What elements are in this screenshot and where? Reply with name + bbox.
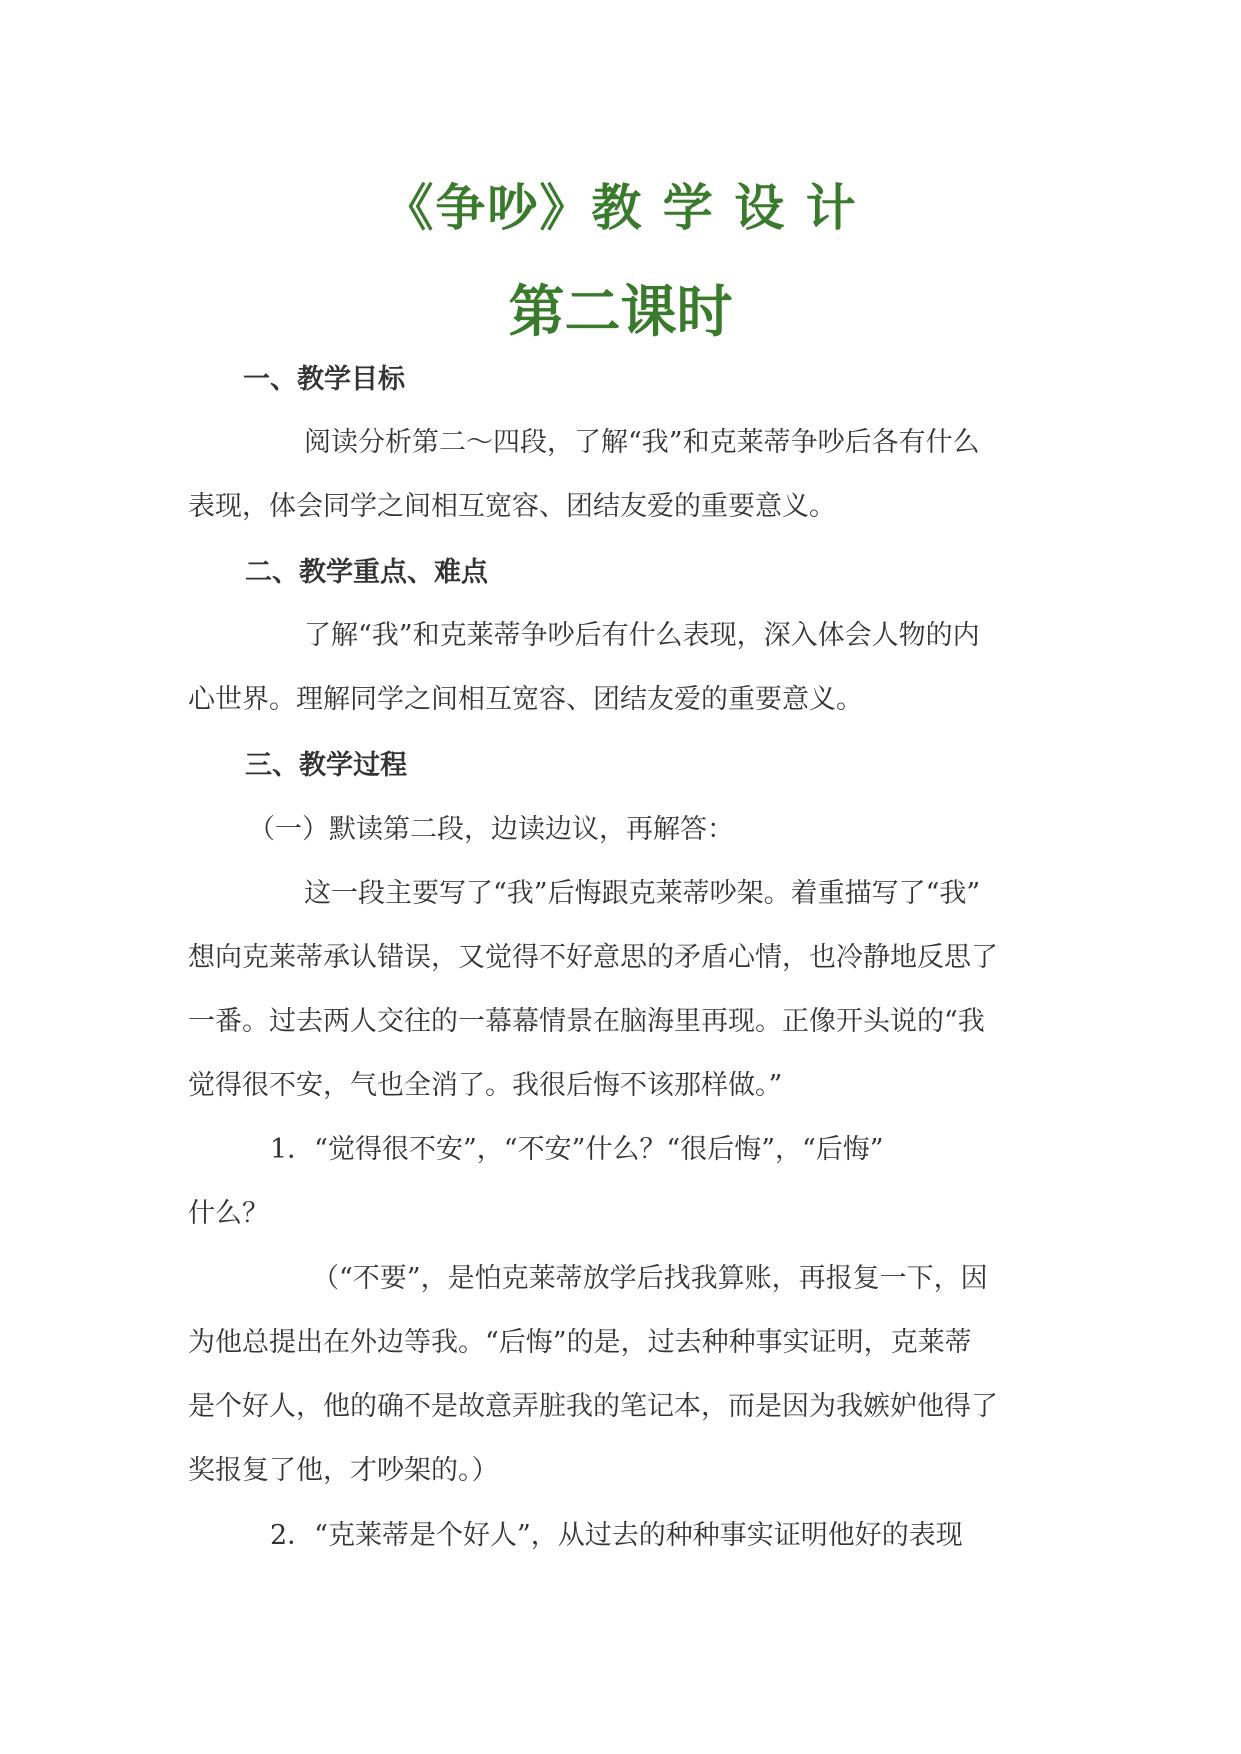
answer-line: （“不要”，是怕克莱蒂放学后找我算账，再报复一下，因 — [312, 1263, 988, 1294]
paragraph-line: 觉得很不安，气也全消了。我很后悔不该那样做。” — [188, 1070, 783, 1101]
answer-line: 为他总提出在外边等我。“后悔”的是，过去种种事实证明，克莱蒂 — [188, 1327, 972, 1358]
paragraph-line: 一番。过去两人交往的一幕幕情景在脑海里再现。正像开头说的“我 — [188, 1006, 985, 1037]
section-heading-goals: 一、教学目标 — [243, 364, 405, 395]
paragraph-line: 这一段主要写了“我”后悔跟克莱蒂吵架。着重描写了“我” — [304, 878, 981, 909]
step-heading: （一）默读第二段，边读边议，再解答： — [248, 814, 734, 845]
answer-line: 奖报复了他，才吵架的。） — [188, 1455, 499, 1486]
paragraph-line: 阅读分析第二～四段，了解“我”和克莱蒂争吵后各有什么 — [304, 427, 980, 458]
section-heading-focus: 二、教学重点、难点 — [245, 557, 488, 588]
document-subtitle: 第二课时 — [508, 280, 733, 345]
question-line: 什么？ — [188, 1198, 269, 1229]
document-title: 《争吵》教 学 设 计 — [383, 179, 858, 237]
paragraph-line: 心世界。理解同学之间相互宽容、团结友爱的重要意义。 — [188, 684, 863, 715]
question-line: 1．“觉得很不安”，“不安”什么？“很后悔”，“后悔” — [270, 1134, 884, 1165]
section-heading-process: 三、教学过程 — [245, 750, 407, 781]
question-line: 2．“克莱蒂是个好人”，从过去的种种事实证明他好的表现 — [270, 1520, 963, 1551]
paragraph-line: 想向克莱蒂承认错误，又觉得不好意思的矛盾心情，也冷静地反思了 — [188, 942, 998, 973]
paragraph-line: 表现，体会同学之间相互宽容、团结友爱的重要意义。 — [188, 491, 836, 522]
answer-line: 是个好人，他的确不是故意弄脏我的笔记本，而是因为我嫉妒他得了 — [188, 1391, 998, 1422]
paragraph-line: 了解“我”和克莱蒂争吵后有什么表现，深入体会人物的内 — [304, 620, 980, 651]
